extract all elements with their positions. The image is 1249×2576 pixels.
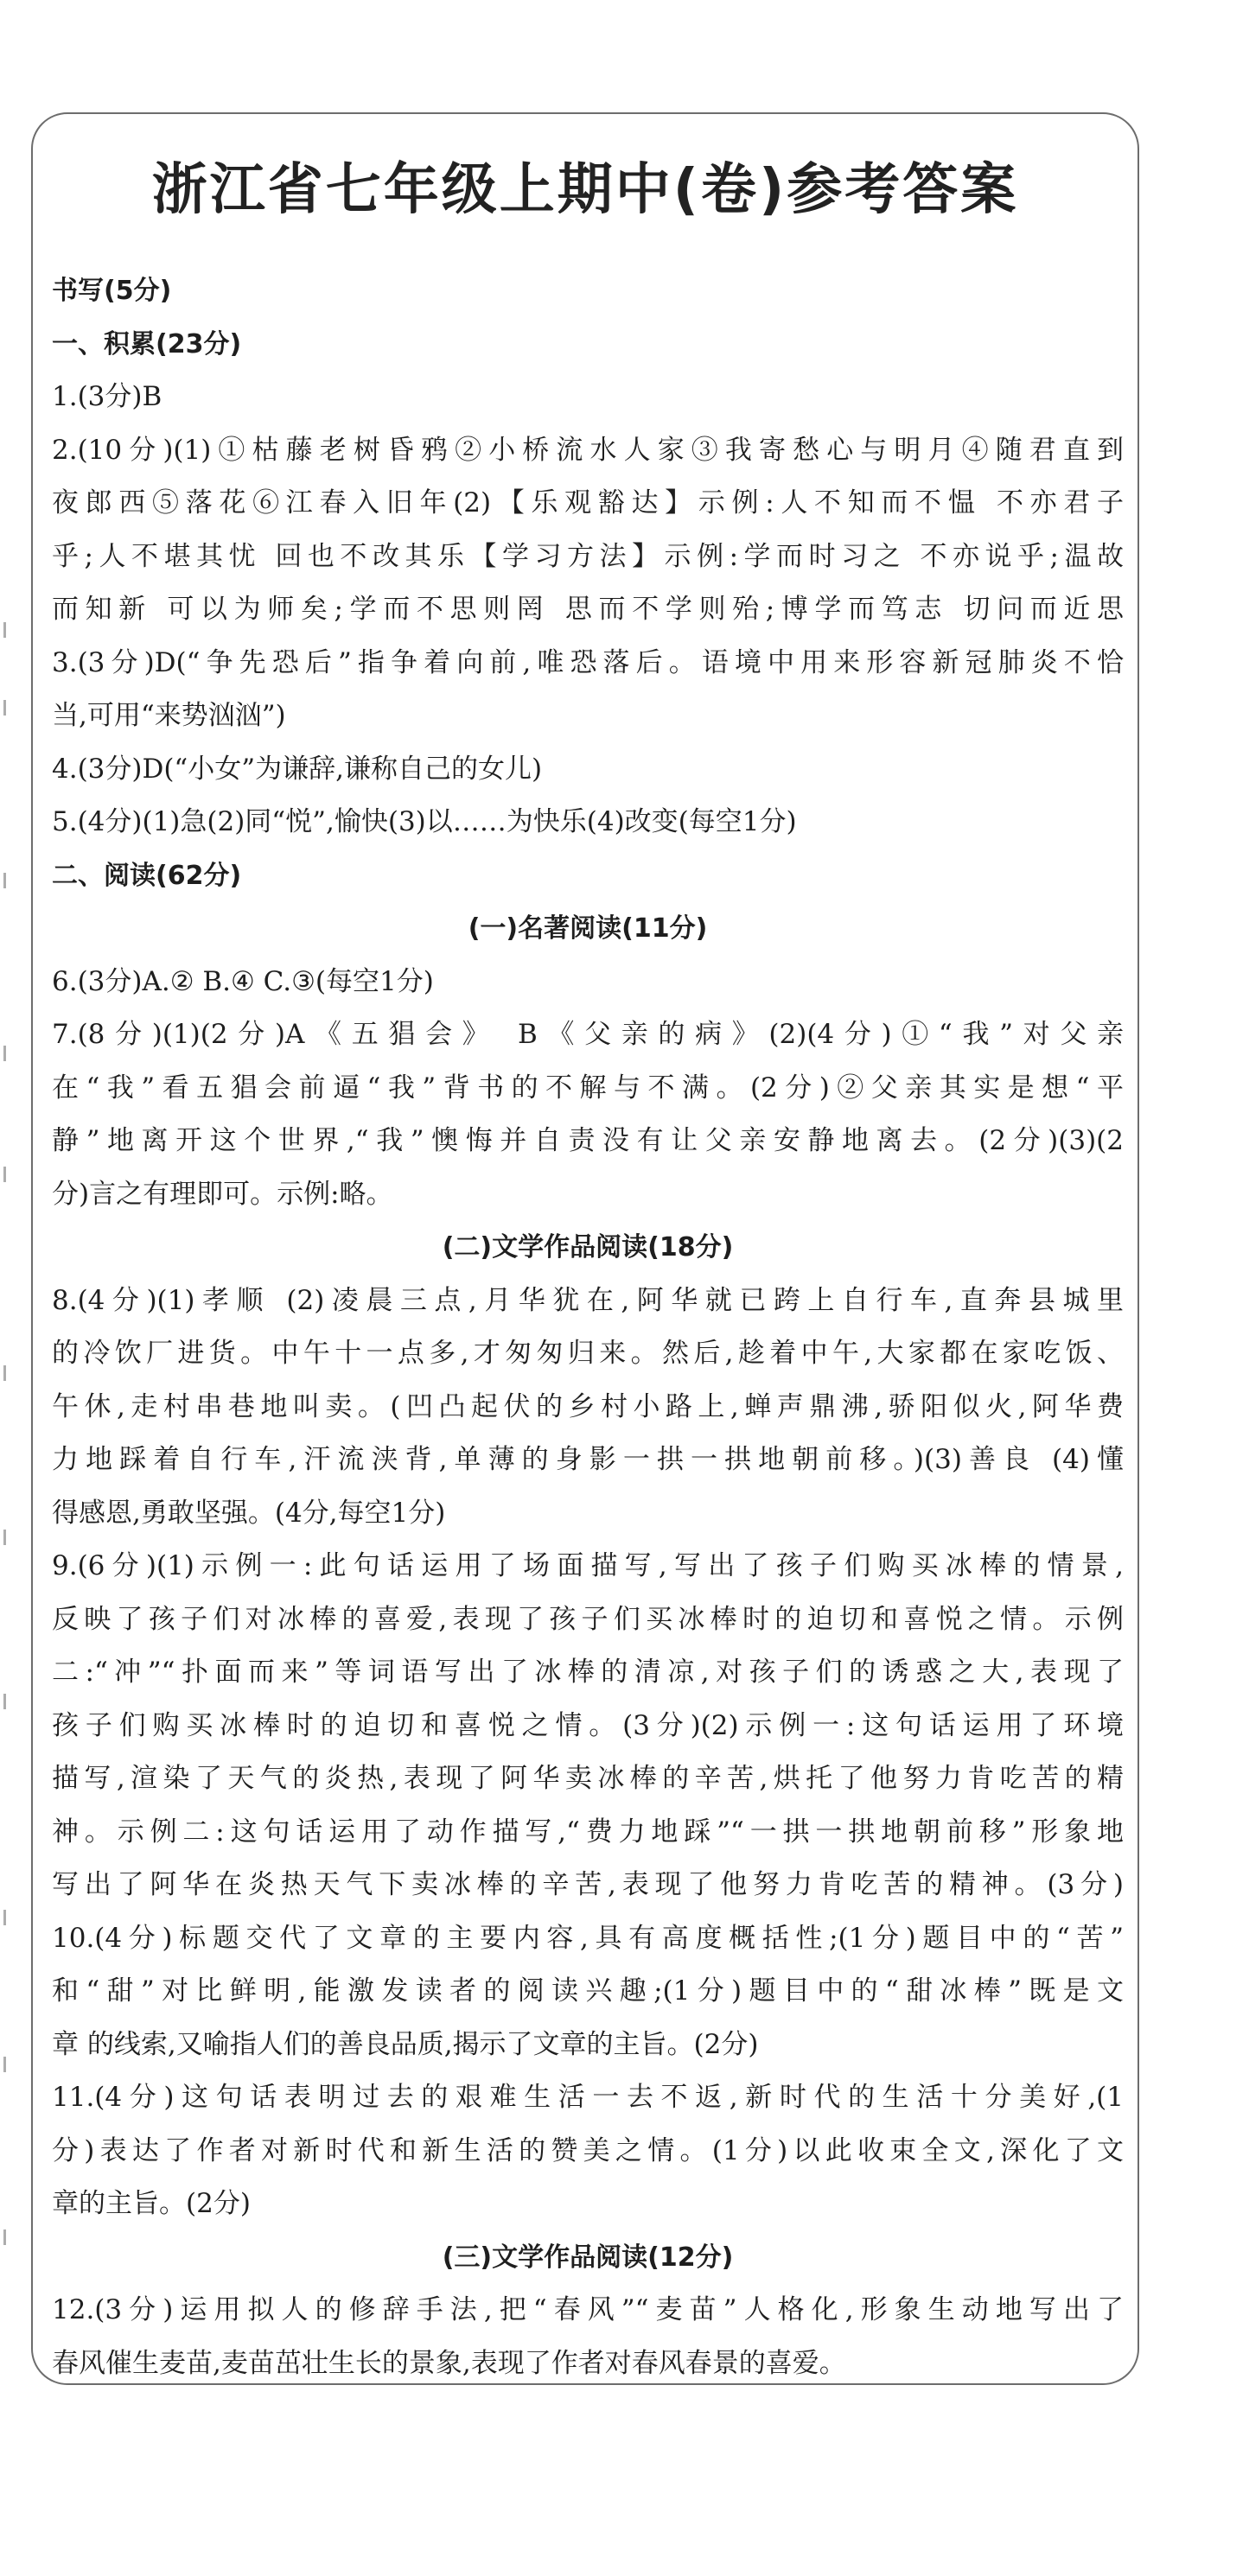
answer-line: 3.(3分)D(“争先恐后”指争着向前,唯恐落后。语境中用来形容新冠肺炎不恰 xyxy=(52,646,1124,678)
answer-line: 2.(10分)(1)①枯藤老树昏鸦②小桥流水人家③我寄愁心与明月④随君直到 xyxy=(52,434,1124,466)
answer-content xyxy=(52,264,1124,2390)
margin-mark xyxy=(3,1530,15,1545)
answer-line: 分)表达了作者对新时代和新生活的赞美之情。(1分)以此收束全文,深化了文 xyxy=(52,2134,1124,2166)
left-margin-bleed-marks xyxy=(0,0,19,2576)
subsection-heading: (三)文学作品阅读(12分) xyxy=(442,2242,734,2273)
section-heading: 书写(5分) xyxy=(52,276,172,306)
margin-mark xyxy=(3,700,15,716)
answer-line: 得感恩,勇敢坚强。(4分,每空1分) xyxy=(52,1497,446,1529)
margin-mark xyxy=(3,1910,15,1925)
answer-line: 在“我”看五猖会前逼“我”背书的不解与不满。(2分)②父亲其实是想“平 xyxy=(52,1072,1124,1104)
page-title: 浙江省七年级上期中(卷)参考答案 xyxy=(151,158,1019,222)
answer-line: 章的主旨。(2分) xyxy=(52,2188,251,2219)
answer-line: 描写,渲染了天气的炎热,表现了阿华卖冰棒的辛苦,烘托了他努力肯吃苦的精 xyxy=(52,1763,1124,1794)
answer-line: 春风催生麦苗,麦苗茁壮生长的景象,表现了作者对春风春景的喜爱。 xyxy=(52,2347,846,2379)
subsection-heading: (二)文学作品阅读(18分) xyxy=(442,1232,734,1263)
margin-mark xyxy=(3,2229,15,2245)
answer-line: 8.(4分)(1)孝顺 (2)凌晨三点,月华犹在,阿华就已跨上自行车,直奔县城里 xyxy=(52,1284,1124,1316)
answer-line: 6.(3分)A.② B.④ C.③(每空1分) xyxy=(52,965,434,997)
answer-line: 反映了孩子们对冰棒的喜爱,表现了孩子们买冰棒时的迫切和喜悦之情。示例 xyxy=(52,1603,1124,1635)
margin-mark xyxy=(3,1365,15,1381)
answer-line: 乎;人不堪其忧 回也不改其乐【学习方法】示例:学而时习之 不亦说乎;温故 xyxy=(52,540,1124,572)
answer-line: 力地踩着自行车,汗流浃背,单薄的身影一拱一拱地朝前移。)(3)善良 (4)懂 xyxy=(52,1444,1124,1475)
answer-line: 12.(3分)运用拟人的修辞手法,把“春风”“麦苗”人格化,形象生动地写出了 xyxy=(52,2294,1124,2325)
answer-line: 二:“冲”“扑面而来”等词语写出了冰棒的清凉,对孩子们的诱惑之大,表现了 xyxy=(52,1657,1124,1688)
margin-mark xyxy=(3,622,15,638)
section-heading: 二、阅读(62分) xyxy=(52,860,242,891)
answer-line: 写出了阿华在炎热天气下卖冰棒的辛苦,表现了他努力肯吃苦的精神。(3分) xyxy=(52,1869,1124,1900)
answer-line: 10.(4分)标题交代了文章的主要内容,具有高度概括性;(1分)题目中的“苦” xyxy=(52,1922,1124,1954)
answer-line: 当,可用“来势汹汹”) xyxy=(52,700,286,731)
answer-line: 5.(4分)(1)急(2)同“悦”,愉快(3)以……为快乐(4)改变(每空1分) xyxy=(52,806,797,837)
margin-mark xyxy=(3,1694,15,1709)
answer-line: 而知新 可以为师矣;学而不思则罔 思而不学则殆;博学而笃志 切问而近思 xyxy=(52,594,1124,625)
answer-line: 9.(6分)(1)示例一:此句话运用了场面描写,写出了孩子们购买冰棒的情景, xyxy=(52,1550,1124,1581)
answer-line: 静”地离开这个世界,“我”懊悔并自责没有让父亲安静地离去。(2分)(3)(2 xyxy=(52,1125,1124,1156)
answer-line: 7.(8分)(1)(2分)A《五猖会》 B《父亲的病》(2)(4分)①“我”对父亲 xyxy=(52,1019,1124,1050)
answer-line: 分)言之有理即可。示例:略。 xyxy=(52,1178,393,1210)
margin-mark xyxy=(3,1167,15,1182)
answer-line: 神。示例二:这句话运用了动作描写,“费力地踩”“一拱一拱地朝前移”形象地 xyxy=(52,1816,1124,1848)
margin-mark xyxy=(3,2057,15,2072)
answer-line: 11.(4分)这句话表明过去的艰难生活一去不返,新时代的生活十分美好,(1 xyxy=(52,2082,1124,2113)
answer-line: 午休,走村串巷地叫卖。(凹凸起伏的乡村小路上,蝉声鼎沸,骄阳似火,阿华费 xyxy=(52,1390,1124,1422)
section-heading: 一、积累(23分) xyxy=(52,328,242,359)
margin-mark xyxy=(3,1046,15,1061)
answer-line: 孩子们购买冰棒时的迫切和喜悦之情。(3分)(2)示例一:这句话运用了环境 xyxy=(52,1709,1124,1741)
answer-line: 和“甜”对比鲜明,能激发读者的阅读兴趣;(1分)题目中的“甜冰棒”既是文 xyxy=(52,1975,1124,2007)
subsection-heading: (一)名著阅读(11分) xyxy=(468,913,708,944)
answer-line: 4.(3分)D(“小女”为谦辞,谦称自己的女儿) xyxy=(52,753,543,785)
answer-line: 夜郎西⑤落花⑥江春入旧年(2)【乐观豁达】示例:人不知而不愠 不亦君子 xyxy=(52,487,1124,518)
margin-mark xyxy=(3,873,15,888)
answer-line: 1.(3分)B xyxy=(52,381,162,412)
answer-line: 的冷饮厂进货。中午十一点多,才匆匆归来。然后,趁着中午,大家都在家吃饭、 xyxy=(52,1338,1124,1369)
answer-line: 章 的线索,又喻指人们的善良品质,揭示了文章的主旨。(2分) xyxy=(52,2028,759,2060)
